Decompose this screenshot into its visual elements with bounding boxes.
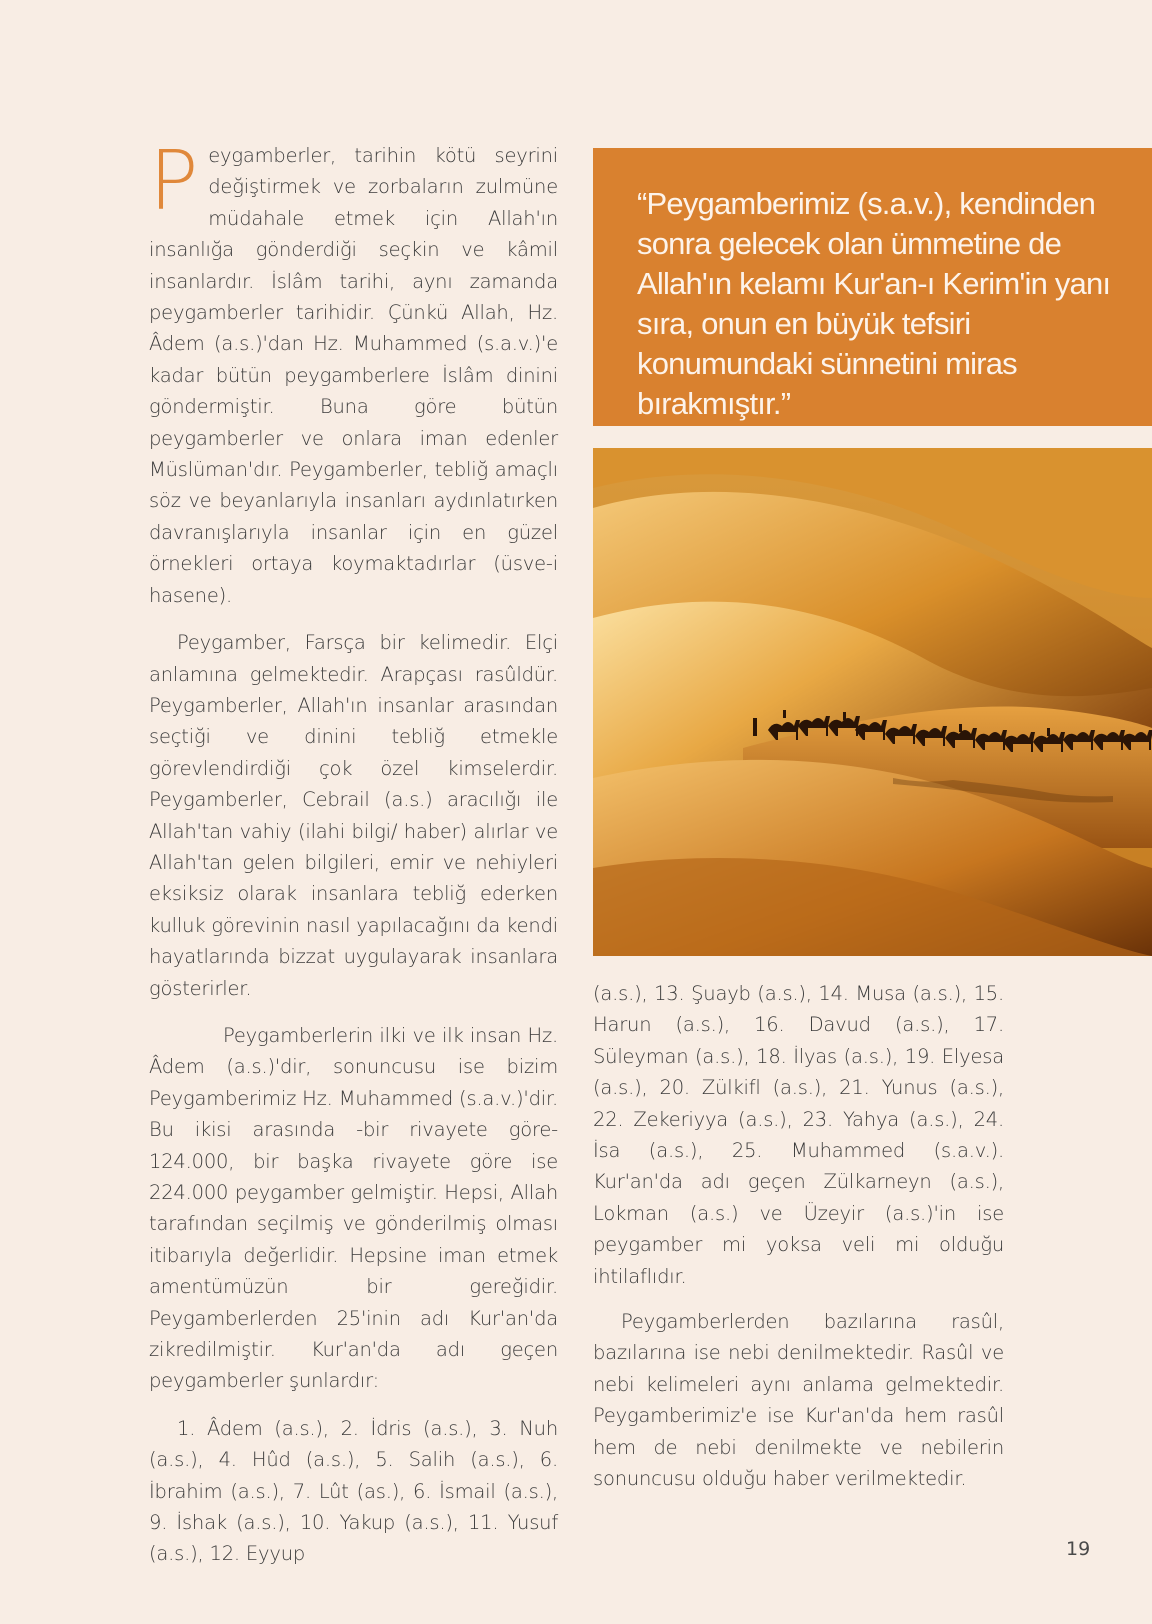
paragraph-peygamber-definition: Peygamber, Farsça bir kelimedir. Elçi anlamına gelmektedir. Arapçası rasûldür. Peygamberler, Allah'ın insanlar arasından seçtiği ve dinini tebliğ etmekle görevlendirdiği çok özel kimselerdir. Peygamberler, Cebrail (a.s.) aracılığı ile Allah'tan vahiy (ilahi bilgi/ haber) alırlar ve Allah'tan gelen bilgileri, emir ve nehiyleri eksiksiz olarak insanlara tebliğ ederken kulluk görevinin nasıl yapılacağını da kendi hayatlarında bizzat uygulayarak insanlara gösterirler. (149, 631, 558, 1000)
paragraph-prophet-count: Peygamberlerin ilki ve ilk insan Hz. Âdem (a.s.)'dir, sonuncusu ise bizim Peygamberimiz Hz. Muhammed (s.a.v.)'dir. Bu ikisi arasında -bir rivayete göre- 124.000, bir başka rivayete göre ise 224.000 peygamber gelmiştir. Hepsi, Allah tarafından seçilmiş ve gönderilmiş olması itibarıyla değerlidir. Hepsine iman etmek amentümüzün bir gereğidir. Peygamberlerden 25'inin adı Kur'an'da zikredilmiştir. Kur'an'da adı geçen peygamberler şunlardır: (149, 1023, 558, 1393)
page-number: 19 (1066, 1538, 1091, 1560)
left-column (149, 134, 558, 1570)
paragraph-intro (149, 134, 558, 611)
right-column (593, 978, 1004, 1495)
pull-quote-text: “Peygamberimiz (s.a.v.), kendinden sonra gelecek olan ümmetine de Allah'ın kelamı Kur'an-ı Kerim'in yanı sıra, onun en büyük tefsiri konumundaki sünnetini miras bırakmıştır.” (637, 186, 1111, 421)
paragraph-intro-text: eygamberler, tarihin kötü seyrini değiştirmek ve zorbaların zulmüne müdahale etmek için Allah'ın insanlığa gönderdiği seçkin ve kâmil insanlardır. İslâm tarihi, aynı zamanda peygamberler tarihidir. Çünkü Allah, Hz. Âdem (a.s.)'dan Hz. Muhammed (s.a.v.)'e kadar bütün peygamberlere İslâm dinini göndermiştir. Buna göre bütün peygamberler ve onlara iman edenler Müslüman'dır. Peygamberler, tebliğ amaçlı söz ve beyanlarıyla insanları aydınlatırken davranışlarıyla insanlar için en güzel örnekleri ortaya koymaktadırlar (üsve-i hasene). (149, 144, 558, 607)
paragraph-prophet-list-continued: (a.s.), 13. Şuayb (a.s.), 14. Musa (a.s.), 15. Harun (a.s.), 16. Davud (a.s.), 17. Süleyman (a.s.), 18. İlyas (a.s.), 19. Elyesa (a.s.), 20. Zülkifl (a.s.), 21. Yunus (a.s.), 22. Zekeriyya (a.s.), 23. Yahya (a.s.), 24. İsa (a.s.), 25. Muhammed (s.a.v.). Kur'an'da adı geçen Zülkarneyn (a.s.), Lokman (a.s.) ve Üzeyir (a.s.)'in ise peygamber mi yoksa veli mi olduğu ihtilaflıdır. (593, 982, 1004, 1288)
paragraph-prophet-list: 1. Âdem (a.s.), 2. İdris (a.s.), 3. Nuh (a.s.), 4. Hûd (a.s.), 5. Salih (a.s.), 6. İbrahim (a.s.), 7. Lût (as.), 6. İsmail (a.s.), 9. İshak (a.s.), 10. Yakup (a.s.), 11. Yusuf (a.s.), 12. Eyyup (149, 1416, 558, 1566)
pull-quote-box (593, 148, 1152, 426)
dropcap-letter: P (149, 134, 199, 229)
paragraph-rasul-nebi: Peygamberlerden bazılarına rasûl, bazılarına ise nebi denilmektedir. Rasûl ve nebi kelimeleri aynı anlama gelmektedir. Peygamberimiz'e ise Kur'an'da hem rasûl hem de nebi denilmekte ve nebilerin sonuncusu olduğu haber verilmektedir. (593, 1310, 1004, 1491)
desert-caravan-photo (593, 448, 1152, 956)
